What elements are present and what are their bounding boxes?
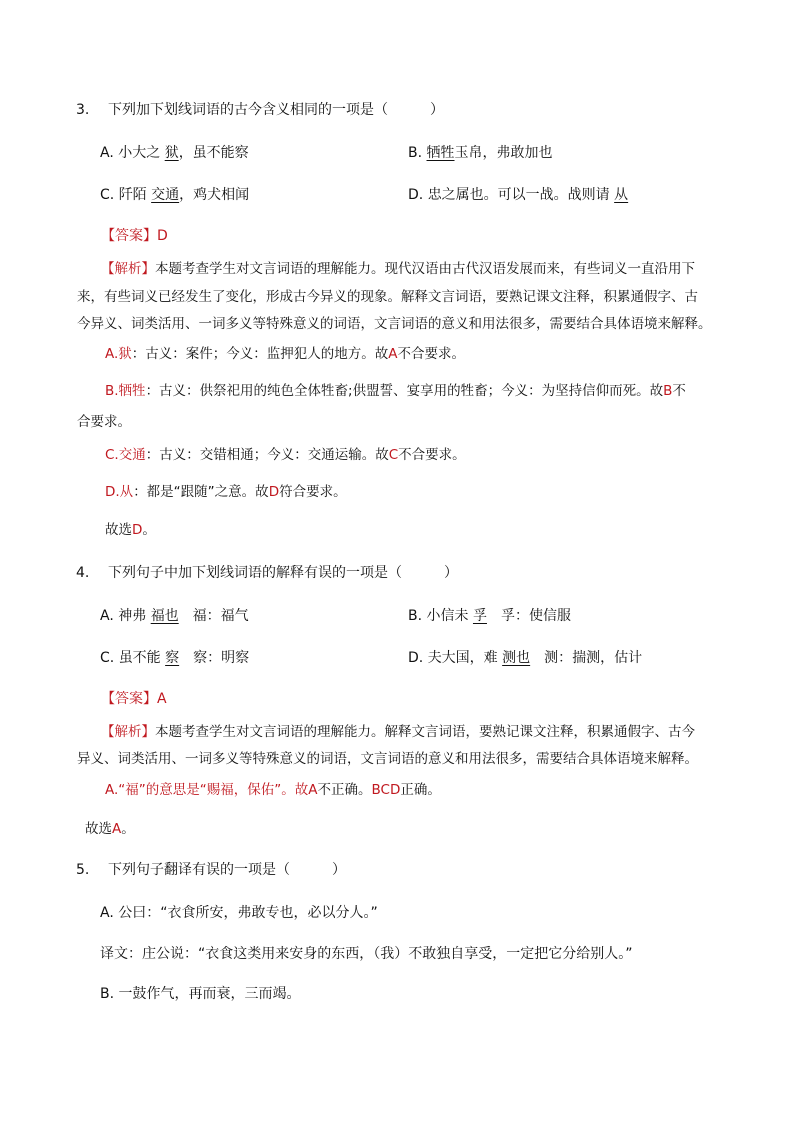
explain-letter: B (663, 383, 673, 399)
explain-letter: A (308, 782, 318, 798)
explain-text: ：古义：案件；今义：监押犯人的地方。故 (131, 346, 389, 362)
explain-text: ：都是“跟随”之意。故 (133, 484, 269, 500)
analysis-tag: 【解析】 (101, 724, 155, 740)
question-text: 下列句子中加下划线词语的解释有误的一项是（ ） (108, 565, 458, 581)
explain-text: 不合要求。 (398, 447, 466, 463)
explain-text: A.“福”的意思是“赐福，保佑”。故 (105, 782, 309, 798)
q3-selection (105, 520, 156, 540)
option-text: 玉帛，弗敢加也 (454, 145, 553, 161)
option-label: D. (408, 187, 424, 203)
q3-option-c (100, 185, 249, 205)
explain-word: D.从 (105, 484, 134, 500)
answer-tag: 【答案】 (101, 691, 157, 707)
answer-value: D (157, 228, 168, 244)
q3-explain-b-cont: 合要求。 (77, 414, 131, 430)
q4-analysis-line-1 (101, 722, 695, 742)
option-text: 神弗 (118, 608, 147, 624)
option-text: 小信未 (426, 608, 469, 624)
q4-option-b (408, 606, 571, 626)
option-text: 夫大国，难 (427, 650, 498, 666)
question-text: 下列句子翻译有误的一项是（ ） (108, 862, 346, 878)
explain-text: 正确。 (400, 782, 441, 798)
option-label: B. (100, 986, 115, 1002)
selection-text: 故选 (105, 522, 132, 538)
explain-letter: D (268, 484, 280, 500)
answer-tag: 【答案】 (101, 228, 157, 244)
question-number: 3. (76, 102, 90, 118)
explain-word: B.牺牲 (105, 383, 146, 399)
explain-text: 不正确。 (317, 782, 372, 798)
q4-option-c (100, 648, 249, 668)
explain-text: ：古义：供祭祀用的纯色全体牲畜;供盟誓、宴享用的牲畜；今义：为坚持信仰而死。故 (145, 383, 664, 399)
selection-text: 故选 (85, 821, 112, 837)
q5-option-a (100, 903, 378, 923)
q3-explain-a (105, 344, 465, 364)
analysis-text: 本题考查学生对文言词语的理解能力。解释文言词语，要熟记课文注释，积累通假字、古今 (155, 724, 695, 740)
selection-text: 。 (142, 522, 156, 538)
option-text: 察：明察 (179, 650, 250, 666)
q3-option-a (100, 143, 249, 163)
option-text: 测：揣测，估计 (530, 650, 643, 666)
option-label: A. (100, 145, 114, 161)
analysis-text: 本题考查学生对文言词语的理解能力。现代汉语由古代汉语发展而来，有些词义一直沿用下 (155, 261, 695, 277)
selection-text: 。 (121, 821, 135, 837)
option-text: 福：福气 (178, 608, 249, 624)
option-text: 忠之属也。可以一战。战则请 (427, 187, 610, 203)
q4-option-a (100, 606, 249, 626)
question-3-stem (76, 100, 444, 120)
option-label: B. (408, 608, 423, 624)
question-5-stem (76, 860, 346, 880)
q3-analysis-line-2: 来，有些词义已经发生了变化，形成古今异义的现象。解释文言词语，要熟记课文注释，积累通假字、古 (77, 289, 698, 305)
option-text: 公曰：“衣食所安，弗敢专也，必以分人。” (118, 905, 378, 921)
option-label: A. (100, 905, 114, 921)
option-label: B. (408, 145, 423, 161)
option-label: C. (100, 187, 115, 203)
option-text: 虽不能 (118, 650, 161, 666)
q4-selection (85, 819, 135, 839)
analysis-tag: 【解析】 (101, 261, 155, 277)
option-text: 一鼓作气，再而衰，三而竭。 (118, 986, 301, 1002)
underlined-word: 狱 (164, 145, 179, 161)
answer-value: A (157, 691, 167, 707)
option-label: A. (100, 608, 114, 624)
q4-analysis-line-2: 异义、词类活用、一词多义等特殊意义的词语，文言词语的意义和用法很多，需要结合具体语境来解释。 (77, 751, 698, 767)
q3-option-b (408, 143, 553, 163)
underlined-word: 交通 (151, 187, 180, 203)
q3-analysis-line-1 (101, 259, 695, 279)
underlined-word: 牺牲 (426, 145, 455, 161)
q3-explain-b (105, 381, 686, 401)
option-label: D. (408, 650, 424, 666)
q3-explain-d (105, 482, 347, 502)
explain-word: A.狱 (105, 346, 132, 362)
question-text: 下列加下划线词语的古今含义相同的一项是（ ） (108, 102, 444, 118)
q5-option-b (100, 984, 301, 1004)
q3-option-d (408, 185, 628, 205)
explain-word: C.交通 (105, 447, 146, 463)
explain-text: 不 (672, 383, 686, 399)
option-text: 阡陌 (118, 187, 147, 203)
underlined-word: 测也 (502, 650, 531, 666)
explain-letter: A (388, 346, 398, 362)
q4-answer (101, 689, 167, 709)
underlined-word: 从 (614, 187, 629, 203)
explain-letter: BCD (371, 782, 401, 798)
explain-text: 不合要求。 (397, 346, 466, 362)
q5-option-a-translation: 译文：庄公说：“衣食这类用来安身的东西，（我）不敢独自享受，一定把它分给别人。” (100, 946, 633, 962)
selection-letter: D (132, 522, 143, 538)
option-text: 孚：使信服 (486, 608, 571, 624)
explain-text: ：古义：交错相通；今义：交通运输。故 (145, 447, 389, 463)
q3-answer (101, 226, 168, 246)
q3-analysis-line-3: 今异义、词类活用、一词多义等特殊意义的词语，文言词语的意义和用法很多，需要结合具体语境来解释。 (77, 316, 712, 332)
explain-text: 符合要求。 (279, 484, 347, 500)
question-number: 5. (76, 862, 90, 878)
underlined-word: 福也 (150, 608, 179, 624)
option-text: 小大之 (118, 145, 161, 161)
q4-explain-a (105, 780, 441, 800)
question-number: 4. (76, 565, 90, 581)
option-text: ，鸡犬相闻 (179, 187, 250, 203)
q3-explain-c (105, 445, 466, 465)
underlined-word: 孚 (472, 608, 487, 624)
underlined-word: 察 (165, 650, 180, 666)
explain-letter: C (388, 447, 399, 463)
selection-letter: A (112, 821, 122, 837)
option-text: ，虽不能察 (178, 145, 249, 161)
option-label: C. (100, 650, 115, 666)
q4-option-d (408, 648, 642, 668)
question-4-stem (76, 563, 458, 583)
